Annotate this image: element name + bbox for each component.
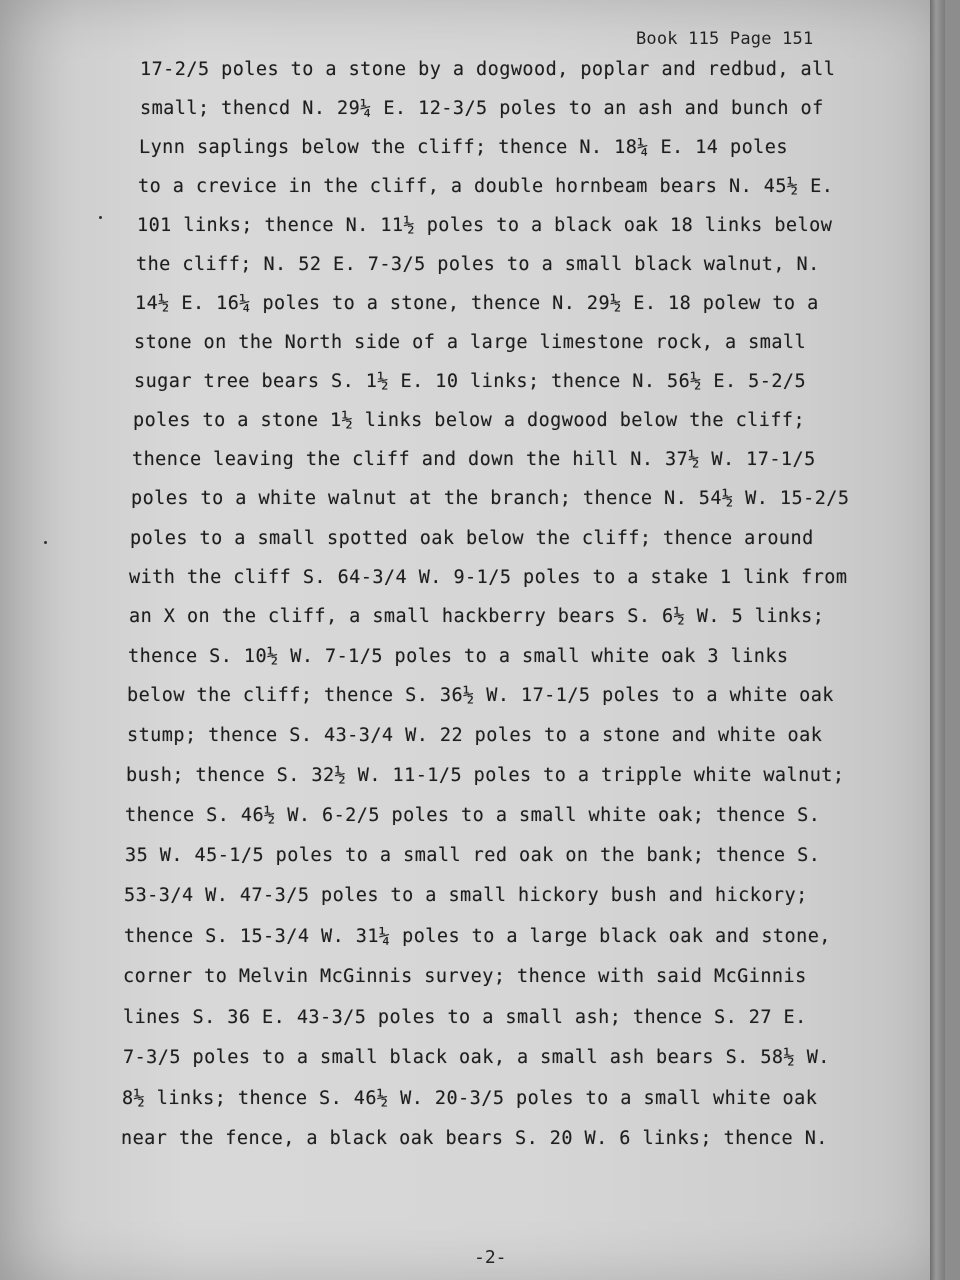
body-line-17: below the cliff; thence S. 36½ W. 17-1/5 poles to a white oak <box>127 685 834 706</box>
page-edge-shadow <box>930 0 945 1280</box>
body-line-12: poles to a white walnut at the branch; thence N. 54½ W. 15-2/5 <box>131 488 850 509</box>
body-line-5: 101 links; thence N. 11½ poles to a black oak 18 links below <box>137 215 833 236</box>
body-line-6: the cliff; N. 52 E. 7-3/5 poles to a small black walnut, N. <box>136 254 820 275</box>
body-line-9: sugar tree bears S. 1½ E. 10 links; thence N. 56½ E. 5-2/5 <box>134 371 807 392</box>
body-line-18: stump; thence S. 43-3/4 W. 22 poles to a stone and white oak <box>127 725 823 746</box>
body-line-4: to a crevice in the cliff, a double hornbeam bears N. 45½ E. <box>138 176 834 197</box>
body-line-22: 53-3/4 W. 47-3/5 poles to a small hickory bush and hickory; <box>124 885 808 906</box>
body-line-21: 35 W. 45-1/5 poles to a small red oak on the bank; thence S. <box>125 845 821 866</box>
body-line-13: poles to a small spotted oak below the cliff; thence around <box>130 528 814 549</box>
body-line-1: 17-2/5 poles to a stone by a dogwood, poplar and redbud, all <box>140 59 836 80</box>
body-line-27: 8½ links; thence S. 46½ W. 20-3/5 poles to a small white oak <box>122 1088 818 1109</box>
body-line-16: thence S. 10½ W. 7-1/5 poles to a small white oak 3 links <box>128 646 789 667</box>
body-line-7: 14½ E. 16¼ poles to a stone, thence N. 29½ E. 18 polew to a <box>135 293 819 314</box>
body-line-25: lines S. 36 E. 43-3/5 poles to a small ash; thence S. 27 E. <box>123 1007 807 1028</box>
body-line-20: thence S. 46½ W. 6-2/5 poles to a small white oak; thence S. <box>125 805 821 826</box>
ink-speck <box>44 541 47 544</box>
body-line-11: thence leaving the cliff and down the hill N. 37½ W. 17-1/5 <box>132 449 816 470</box>
body-line-28: near the fence, a black oak bears S. 20 W. 6 links; thence N. <box>121 1128 828 1149</box>
page-header: Book 115 Page 151 <box>636 29 814 49</box>
body-line-14: with the cliff S. 64-3/4 W. 9-1/5 poles to a stake 1 link from <box>129 567 848 588</box>
body-line-3: Lynn saplings below the cliff; thence N. 18¼ E. 14 poles <box>139 137 788 158</box>
body-line-8: stone on the North side of a large limestone rock, a small <box>134 332 807 353</box>
body-line-19: bush; thence S. 32½ W. 11-1/5 poles to a tripple white walnut; <box>126 765 845 786</box>
body-line-2: small; thencd N. 29¼ E. 12-3/5 poles to an ash and bunch of <box>140 98 824 119</box>
page-number: -2- <box>474 1247 507 1268</box>
body-line-23: thence S. 15-3/4 W. 31¼ poles to a large black oak and stone, <box>124 926 831 947</box>
body-line-10: poles to a stone 1½ links below a dogwood below the cliff; <box>133 410 806 431</box>
body-line-24: corner to Melvin McGinnis survey; thence with said McGinnis <box>123 966 807 987</box>
body-line-26: 7-3/5 poles to a small black oak, a small ash bears S. 58½ W. <box>123 1047 830 1068</box>
body-line-15: an X on the cliff, a small hackberry bears S. 6½ W. 5 links; <box>129 606 825 627</box>
ink-speck <box>99 216 102 219</box>
